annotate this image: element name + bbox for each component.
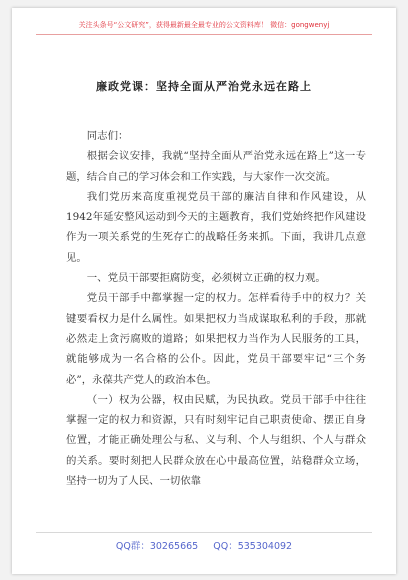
header-divider bbox=[36, 34, 372, 35]
page-header: 关注头条号“公文研究”，获得最新最全最专业的公文资料库！ 微信：gongwenyj bbox=[78, 21, 330, 29]
qq-contact: QQ：535304092 bbox=[213, 541, 293, 552]
salutation: 同志们： bbox=[86, 130, 129, 142]
paragraph: 党员干部手中都掌握一定的权力。怎样看待手中的权力？关键要看权力是什么属性。如果把权力当成谋取私利的手段，那就必然走上贪污腐败的道路；如果把权力当作为人民服务的工具，就能够成为一名合格的公仆。因此，党员干部要牢记“三个务必”，永葆共产党人的政治本色。 bbox=[66, 292, 366, 386]
document-title: 廉政党课：坚持全面从严治党永远在路上 bbox=[96, 80, 312, 93]
page-footer bbox=[12, 538, 396, 552]
footer-divider bbox=[36, 532, 372, 533]
qq-group: QQ群：30265665 bbox=[115, 541, 199, 552]
document-page bbox=[12, 8, 396, 574]
paragraph: （一）权为公器，权由民赋，为民执政。党员干部手中往往掌握一定的权力和资源，只有时刻牢记自己职责使命、摆正自身位置，才能正确处理公与私、义与利、个人与组织、个人与群众的关系。要时刻把人民群众放在心中最高位置，站稳群众立场，坚持一切为了人民、一切依靠 bbox=[66, 393, 366, 488]
paragraph: 根据会议安排，我就“坚持全面从严治党永远在路上”这一专题，结合自己的学习体会和工作实践，与大家作一次交流。 bbox=[66, 150, 366, 183]
document-body bbox=[66, 126, 366, 491]
paragraph: 我们党历来高度重视党员干部的廉洁自律和作风建设，从1942年延安整风运动到今天的主题教育，我们党始终把作风建设作为一项关系党的生死存亡的战略任务来抓。下面，我讲几点意见。 bbox=[66, 190, 366, 264]
section-heading: 一、党员干部要拒腐防变，必须树立正确的权力观。 bbox=[86, 272, 326, 285]
